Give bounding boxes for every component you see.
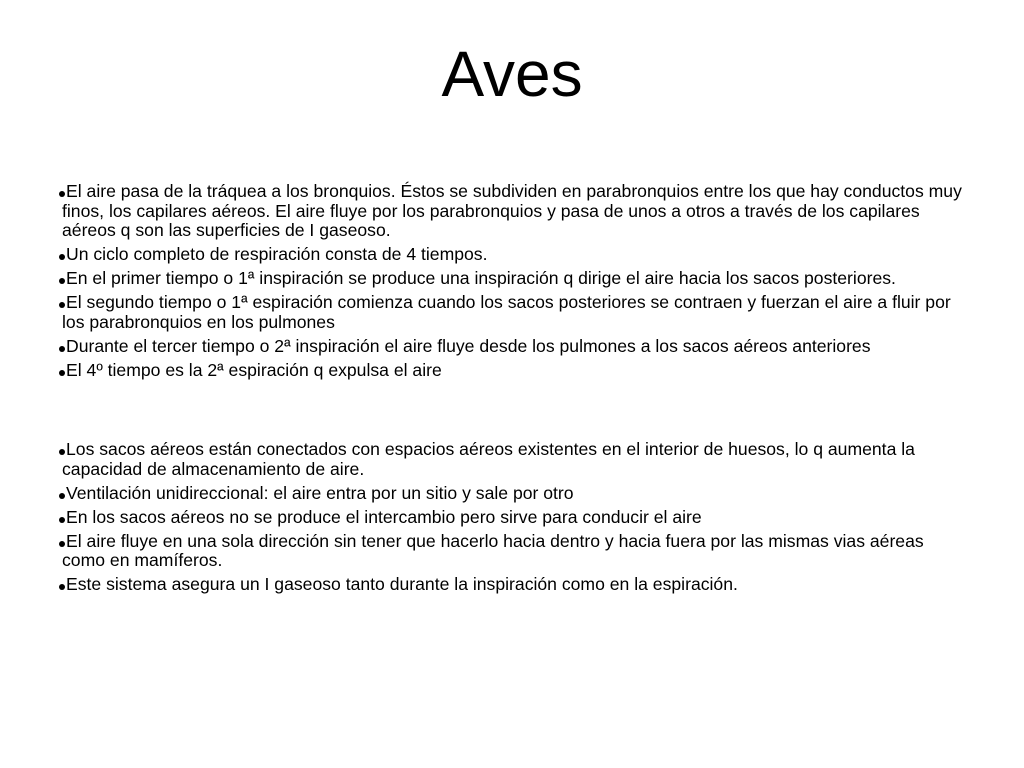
bullet-group-air-sacs [62, 440, 962, 595]
bullet-item [62, 337, 962, 357]
bullet-item [62, 182, 962, 241]
bullet-item [62, 508, 962, 528]
bullet-text: En los sacos aéreos no se produce el intercambio pero sirve para conducir el aire [66, 506, 702, 527]
bullet-text: El aire pasa de la tráquea a los bronquios. Éstos se subdividen en parabronquios entre los que hay conductos muy finos, los capilares aéreos. El aire fluye por los parabronquios y pasa de unos a otros a través de los capilares aéreos q son las superficies de I gaseoso. [62, 181, 962, 240]
slide-content [62, 182, 962, 599]
bullet-item [62, 293, 962, 332]
bullet-text: Ventilación unidireccional: el aire entra por un sitio y sale por otro [66, 482, 574, 503]
bullet-group-respiration-cycle [62, 182, 962, 380]
bullet-text: En el primer tiempo o 1ª inspiración se produce una inspiración q dirige el aire hacia los sacos posteriores. [66, 268, 896, 288]
bullet-item [62, 575, 962, 595]
bullet-text: Este sistema asegura un I gaseoso tanto durante la inspiración como en la espiración. [66, 574, 738, 594]
bullet-item [62, 440, 962, 479]
bullet-item [62, 269, 962, 289]
bullet-text: Los sacos aéreos están conectados con espacios aéreos existentes en el interior de huesos, lo q aumenta la capacidad de almacenamiento de aire. [62, 439, 915, 479]
bullet-text: Durante el tercer tiempo o 2ª inspiración el aire fluye desde los pulmones a los sacos aéreos anteriores [66, 335, 871, 356]
bullet-item [62, 532, 962, 571]
bullet-text: Un ciclo completo de respiración consta de 4 tiempos. [66, 244, 488, 264]
bullet-item [62, 245, 962, 265]
bullet-text: El aire fluye en una sola dirección sin tener que hacerlo hacia dentro y hacia fuera por las mismas vias aéreas como en mamíferos. [62, 530, 924, 570]
bullet-text: El segundo tiempo o 1ª espiración comienza cuando los sacos posteriores se contraen y fuerzan el aire a fluir por los parabronquios en los pulmones [62, 292, 951, 332]
bullet-item [62, 484, 962, 504]
bullet-item [62, 361, 962, 381]
bullet-text: El 4º tiempo es la 2ª espiración q expulsa el aire [66, 359, 442, 380]
slide-title: Aves [441, 38, 583, 110]
